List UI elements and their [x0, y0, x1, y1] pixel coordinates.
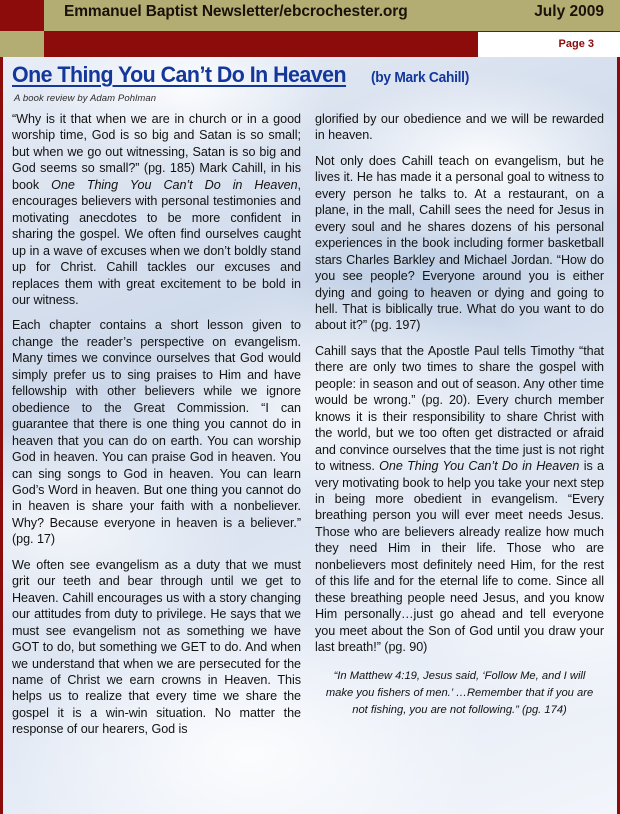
masthead-subbar	[0, 31, 620, 57]
publication-title: Emmanuel Baptist Newsletter/ebcrochester.org	[64, 3, 408, 20]
article-body-area	[0, 57, 620, 814]
text-run: Each chapter contains a short lesson given to change the reader’s perspective on evangelism. Many times we convince ourselves that God would simply prefer us to sing praises to Him and have fellowship with other believers while we ignore obedience to the Great Commission. “I can guarantee that there is one thing you cannot do in heaven that you can do on earth. You can worship God in heaven. You can praise God in heaven. You can sing songs to God in heaven. You can learn God’s Word in heaven. But one thing you cannot do in heaven is share your faith with a nonbeliever. Why? Because everyone in heaven is a believer.” (pg. 17)	[12, 318, 301, 547]
page-number-box	[478, 31, 620, 57]
article-column-left	[12, 111, 301, 738]
article-title: One Thing You Can’t Do In Heaven	[12, 62, 347, 87]
pull-quote: “In Matthew 4:19, Jesus said, ‘Follow Me, and I will make you fishers of men.’ …Remember that if you are not fishing, you are not following.” (pg. 174)	[325, 669, 594, 716]
article-author-credit: (by Mark Cahill)	[370, 70, 469, 86]
book-title-italic: One Thing You Can’t Do in Heaven	[51, 177, 298, 192]
page-number-label: Page 3	[558, 38, 594, 50]
text-run: Not only does Cahill teach on evangelism, but he lives it. He has made it a personal goal to witness to every person he talks to. At a restaurant, on a plane, in the mall, Cahill sees the need for Jesus in every soul and he shares dozens of his personal experiences in the book including former basketball stars Charles Barkley and Michael Jordan. “How do you see people? Everyone around you is either dying and going to heaven or dying and going to hell. That is biblically true. What do you want to do about it?” (pg. 197)	[315, 153, 604, 333]
masthead-band	[0, 0, 620, 31]
article-header	[12, 62, 608, 88]
text-run: glorified by our obedience and we will be rewarded in heaven.	[315, 112, 604, 143]
article-byline: A book review by Adam Pohlman	[14, 93, 157, 104]
article-paragraph	[12, 317, 301, 547]
text-run: Cahill says that the Apostle Paul tells Timothy “that there are only two times to share the gospel with people: in season and out of season. Any other time would be wrong.” (pg. 20). Every church member knows it is their responsibility to share Christ with the world, but we too often get distracted or afraid and convince ourselves that the time just is not right to witness.	[315, 343, 604, 474]
article-paragraph	[315, 111, 604, 144]
article-paragraph	[12, 111, 301, 308]
article-column-right	[315, 111, 604, 719]
book-title-italic: One Thing You Can’t Do in Heaven	[379, 459, 580, 474]
text-run: “Why is it that when we are in church or in a good worship time, God is so big and Satan is so small; but when we go out witnessing, Satan is so big and God seems so small?” (pg. 185) Mark Cahill, in his book	[12, 112, 301, 192]
subbar-red-rule	[44, 31, 478, 57]
article-paragraph	[315, 153, 604, 334]
text-run: We often see evangelism as a duty that we must grit our teeth and bear through until we get to Heaven. Cahill encourages us with a story changing our attitudes from duty to privilege. He says that we must see evangelism not as something we have GOT to do, but something we GET to do. And when we understand that when we are persecuted for the name of Christ we earn crowns in Heaven. This helps us to realize that every time we share the gospel it is a win-win situation. No matter the response of our hearers, God is	[12, 557, 301, 737]
issue-date: July 2009	[534, 3, 604, 20]
two-column-layout	[12, 111, 608, 738]
text-run: , encourages believers with personal testimonies and motivating anecdotes to be more confident in sharing the gospel. We often find ourselves caught up in a wave of excuses when we don’t boldly stand up for Christ. Cahill tackles our excuses and replaces them with great excitement to be bold in our witness.	[12, 177, 301, 307]
masthead-corner-block	[0, 0, 44, 31]
article-column-right-body	[315, 111, 604, 656]
article-paragraph	[315, 343, 604, 656]
text-run: is a very motivating book to help you take your next step in being more obedient in evangelism. “Every breathing person you will ever meet needs Jesus. Those who are believers already realize how much they need Him in their life. Those who are nonbelievers most definitely need Him, for the rest of this life and for the eternal life to come. Since all these breathing people need Jesus, and you know Him personally…just go ahead and tell everyone you meet about the Son of God until you draw your last breath!” (pg. 90)	[315, 459, 604, 655]
article-paragraph	[12, 557, 301, 738]
